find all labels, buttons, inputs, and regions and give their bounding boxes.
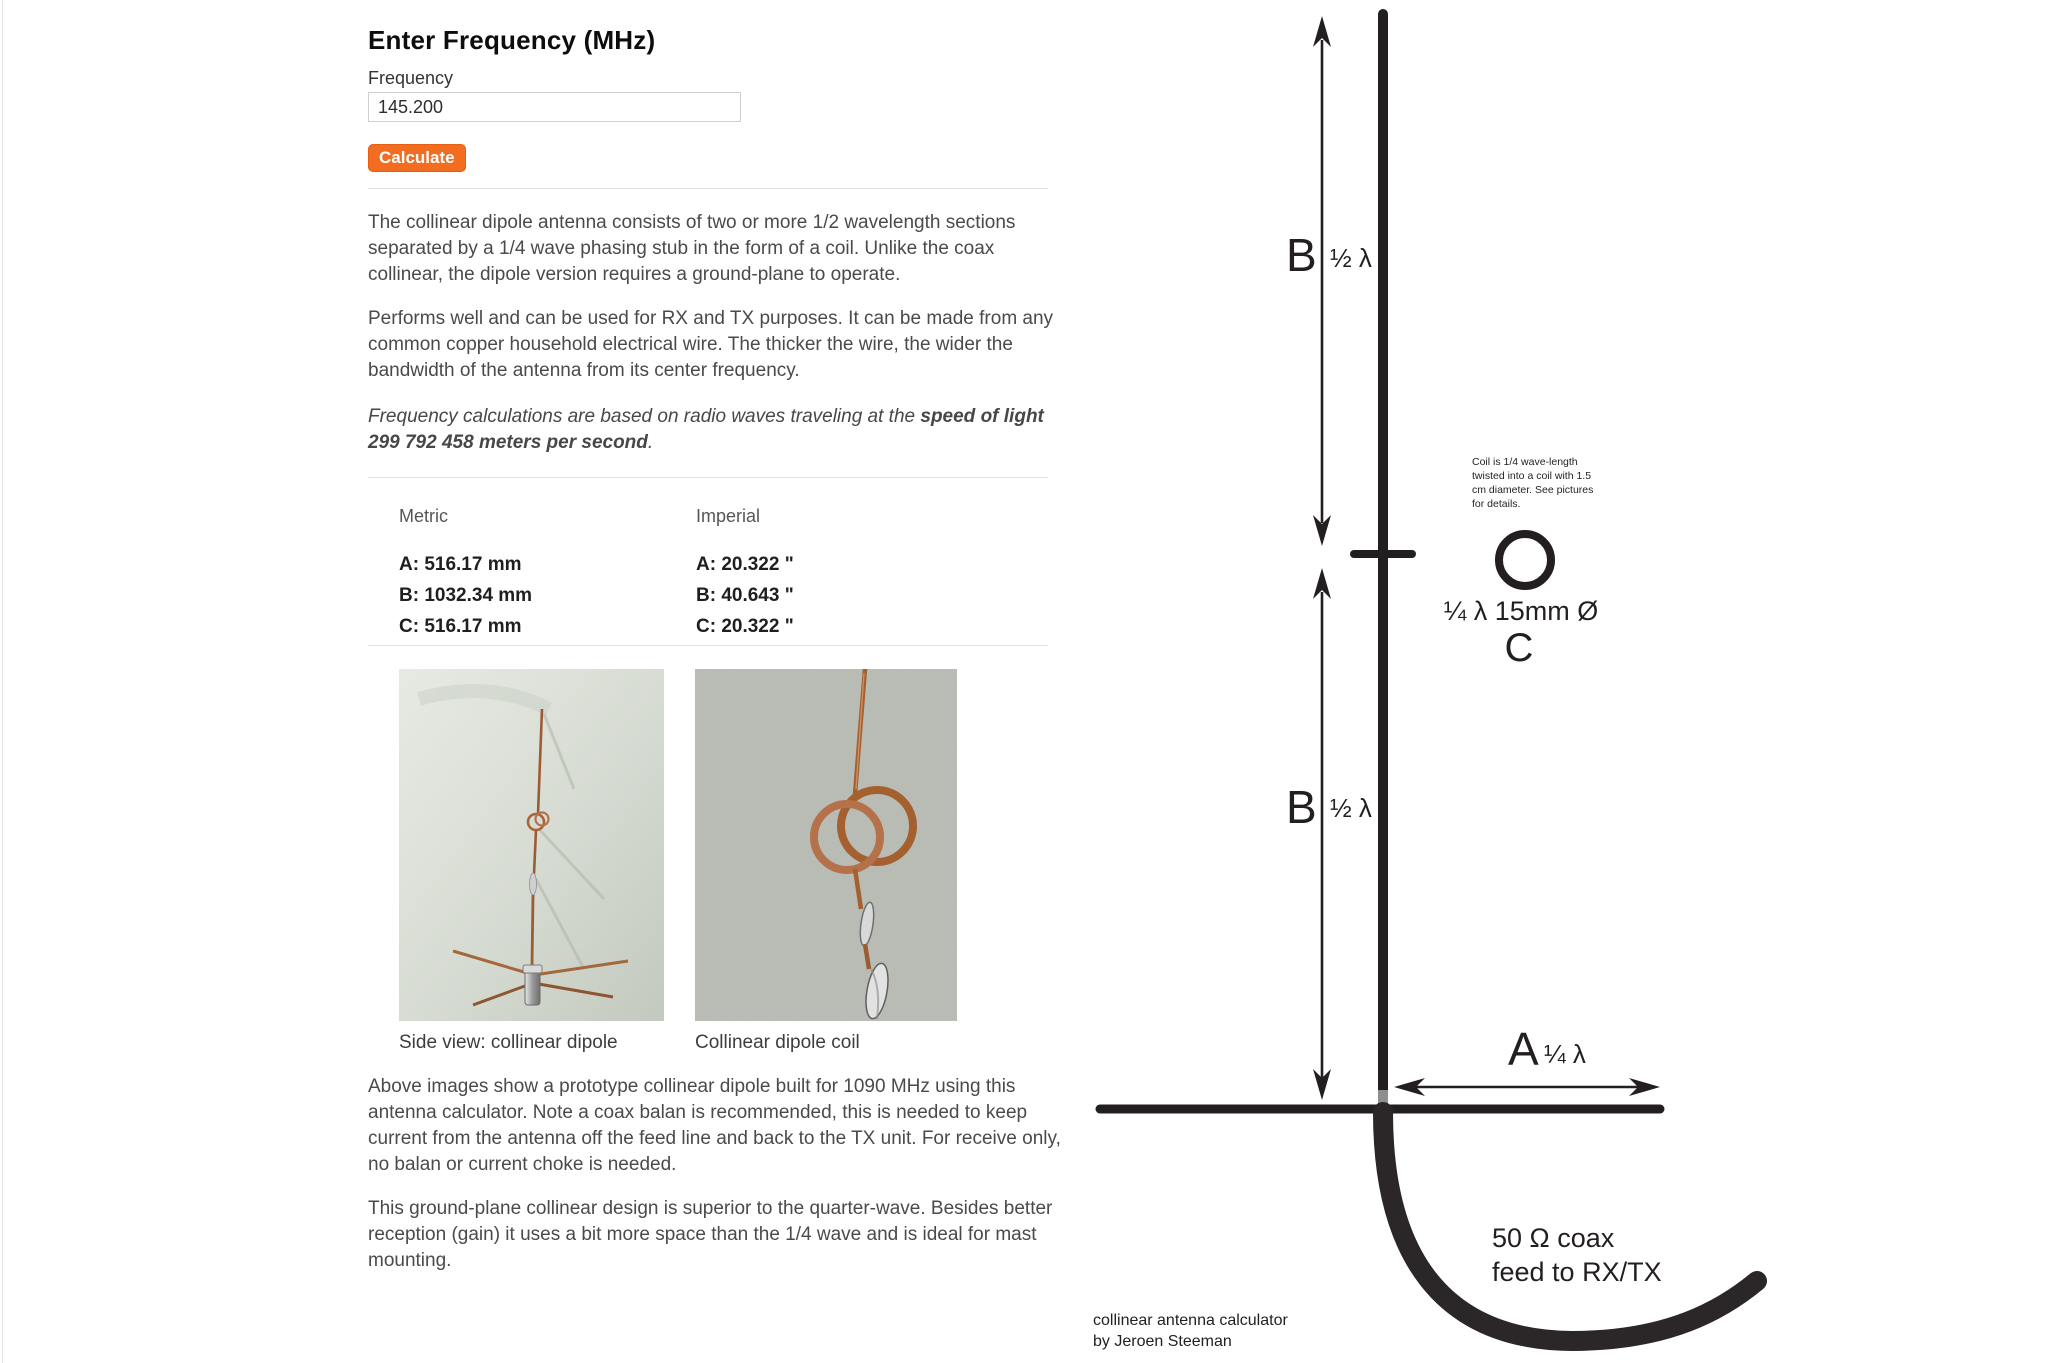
coil-note-line2: twisted into a coil with 1.5	[1472, 470, 1592, 482]
a-arrow	[1394, 1078, 1660, 1096]
coil-symbol	[1499, 534, 1551, 586]
caption-coil: Collinear dipole coil	[695, 1032, 860, 1053]
divider-below-table	[368, 645, 1048, 646]
lower-b-label: B	[1286, 781, 1317, 833]
intro-paragraph-1: The collinear dipole antenna consists of two or more 1/2 wavelength sections separated by a 1/4 wave phasing stub in the form of a coil. Unlike the coax collinear, the dipole version requires a ground-plane to operate.	[368, 212, 1016, 285]
photo-side-view-collinear-dipole	[399, 669, 664, 1021]
imperial-value-a: A: 20.322 "	[696, 554, 794, 575]
antenna-diagram	[1080, 0, 1820, 1363]
coil-size-label: ¼ λ 15mm Ø	[1443, 596, 1599, 626]
intro-paragraph-2: Performs well and can be used for RX and TX purposes. It can be made from any common copper household electrical wire. The thicker the wire, the wider the bandwidth of the antenna from its center frequency.	[368, 308, 1054, 381]
a-label: A	[1508, 1023, 1539, 1075]
c-label: C	[1504, 626, 1534, 670]
divider-above-table	[368, 477, 1048, 478]
note-suffix: .	[647, 432, 654, 453]
metric-value-c: C: 516.17 mm	[399, 616, 522, 637]
coil-note-line3: cm diameter. See pictures	[1472, 484, 1594, 496]
photo-collinear-dipole-coil	[695, 669, 957, 1021]
speed-of-light-note	[368, 404, 1068, 456]
coil-note	[1472, 456, 1593, 510]
lower-b-arrow	[1313, 568, 1331, 1100]
calculate-button[interactable]: Calculate	[368, 144, 466, 172]
coil-note-line4: for details.	[1472, 498, 1521, 510]
metric-value-b: B: 1032.34 mm	[399, 585, 533, 606]
credit-line1: collinear antenna calculator	[1093, 1312, 1288, 1329]
quarter-wave-label: ¼ λ	[1544, 1039, 1586, 1069]
outro-paragraph-2: This ground-plane collinear design is superior to the quarter-wave. Besides better reception (gain) it uses a bit more space than the 1/4 wave and is ideal for mast mounting.	[368, 1198, 1053, 1271]
divider-top	[368, 188, 1048, 189]
coax-label-line1: 50 Ω coax	[1492, 1223, 1615, 1253]
upper-b-arrow	[1313, 16, 1331, 546]
coax-label-line2: feed to RX/TX	[1492, 1257, 1662, 1287]
page-title: Enter Frequency (MHz)	[368, 25, 656, 56]
metric-value-a: A: 516.17 mm	[399, 554, 522, 575]
note-bold-text: speed of light 299 792 458 meters per second	[368, 406, 1044, 453]
frequency-label: Frequency	[368, 68, 454, 88]
imperial-column-header: Imperial	[696, 506, 761, 526]
caption-side-view: Side view: collinear dipole	[399, 1032, 618, 1053]
frequency-input[interactable]	[368, 92, 741, 122]
coil-note-line1: Coil is 1/4 wave-length	[1472, 456, 1578, 468]
page-left-edge	[2, 0, 3, 1363]
credit-line2: by Jeroen Steeman	[1093, 1333, 1232, 1350]
note-regular-text: Frequency calculations are based on radio waves traveling at the	[368, 406, 921, 427]
outro-paragraph-1: Above images show a prototype collinear dipole built for 1090 MHz using this antenna calculator. Note a coax balan is recommended, this is needed to keep current from the antenna off the feed line and back to the TX unit. For receive only, no balan or current choke is needed.	[368, 1076, 1061, 1175]
upper-b-label: B	[1286, 229, 1317, 281]
lower-half-wave-label: ½ λ	[1330, 793, 1372, 823]
imperial-value-b: B: 40.643 "	[696, 585, 794, 606]
imperial-value-c: C: 20.322 "	[696, 616, 794, 637]
upper-half-wave-label: ½ λ	[1330, 243, 1372, 273]
metric-column-header: Metric	[399, 506, 448, 526]
